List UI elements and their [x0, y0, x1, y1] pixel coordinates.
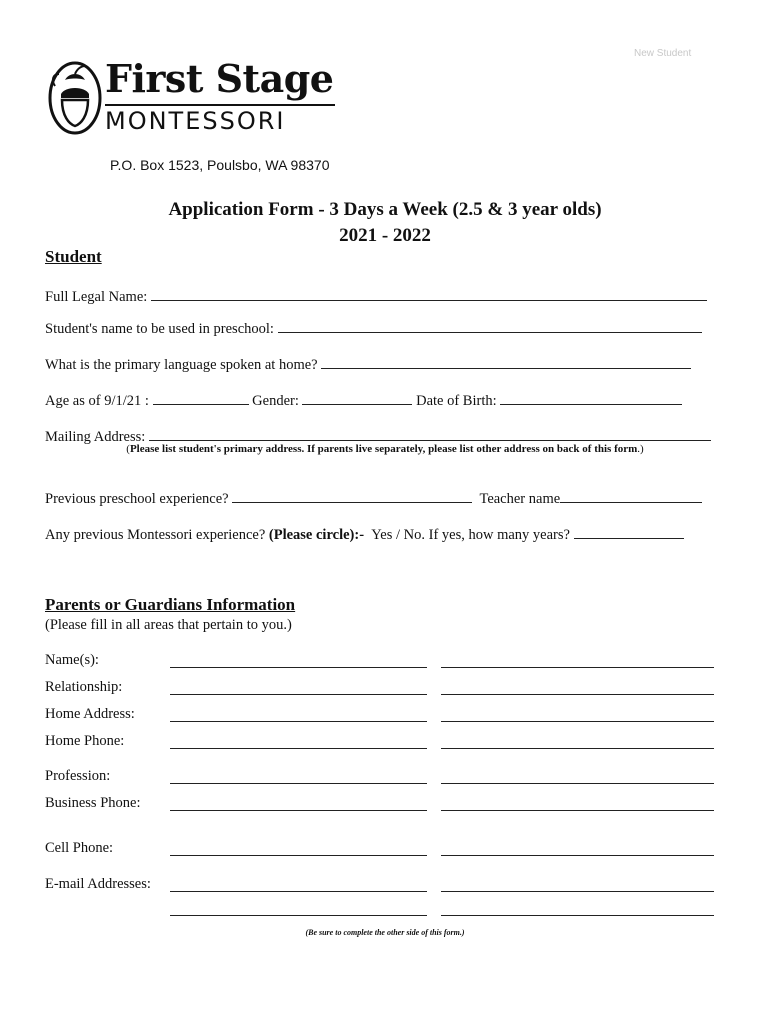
- mailing-address-label: Mailing Address:: [45, 429, 146, 445]
- acorn-emblem-icon: [47, 60, 103, 136]
- parent1-field[interactable]: [170, 783, 427, 784]
- school-year: 2021 - 2022: [339, 225, 431, 246]
- school-logo: [47, 56, 347, 140]
- yes-no-options[interactable]: Yes / No. If yes, how many years?: [371, 527, 570, 543]
- preschool-name-field[interactable]: [278, 318, 702, 333]
- montessori-question: Any previous Montessori experience?: [45, 527, 266, 543]
- montessori-experience-row: [45, 524, 684, 544]
- parent-field-label: Relationship:: [45, 679, 123, 695]
- parent-field-label: Profession:: [45, 768, 111, 784]
- parent2-field[interactable]: [441, 810, 714, 811]
- form-title: Application Form - 3 Days a Week (2.5 & 3 year olds): [168, 199, 602, 220]
- preschool-name-row: [45, 318, 702, 338]
- age-gender-dob-row: [45, 390, 682, 410]
- parent2-field[interactable]: [441, 783, 714, 784]
- dob-field[interactable]: [500, 390, 682, 405]
- parent1-field[interactable]: [170, 855, 427, 856]
- parent2-field[interactable]: [441, 721, 714, 722]
- primary-language-label: What is the primary language spoken at home?: [45, 357, 318, 373]
- parent2-field[interactable]: [441, 748, 714, 749]
- logo-subtitle: MONTESSORI: [105, 107, 286, 135]
- full-legal-name-label: Full Legal Name:: [45, 289, 148, 305]
- parents-subheading: (Please fill in all areas that pertain to you.): [45, 617, 292, 633]
- parents-section-heading: Parents or Guardians Information: [45, 595, 296, 614]
- full-legal-name-row: [45, 286, 707, 306]
- address-note: (Please list student's primary address. If parents live separately, please list other address on back of this form.): [126, 443, 644, 455]
- parent1-field[interactable]: [170, 721, 427, 722]
- teacher-name-label: Teacher name: [479, 491, 561, 507]
- parent1-field[interactable]: [170, 694, 427, 695]
- parent2-field[interactable]: [441, 694, 714, 695]
- new-student-label: New Student: [634, 48, 692, 59]
- parent1-field[interactable]: [170, 891, 427, 892]
- parent1-field[interactable]: [170, 667, 427, 668]
- parent-field-label: Name(s):: [45, 652, 99, 668]
- footer-note: (Be sure to complete the other side of this form.): [305, 928, 465, 937]
- full-legal-name-field[interactable]: [151, 286, 707, 301]
- primary-language-row: [45, 354, 691, 374]
- previous-preschool-row: [45, 488, 702, 508]
- years-field[interactable]: [574, 524, 684, 539]
- parent2-field[interactable]: [441, 891, 714, 892]
- parent1-field[interactable]: [170, 748, 427, 749]
- logo-title: First Stage: [105, 56, 334, 101]
- gender-field[interactable]: [302, 390, 412, 405]
- parent2-field[interactable]: [441, 667, 714, 668]
- parent1-field[interactable]: [170, 810, 427, 811]
- please-circle-label: (Please circle):-: [268, 527, 365, 543]
- primary-language-field[interactable]: [321, 354, 691, 369]
- student-section-heading: Student: [45, 247, 102, 266]
- previous-preschool-field[interactable]: [232, 488, 472, 503]
- parent2-field[interactable]: [441, 855, 714, 856]
- parent2-email-extra-field[interactable]: [441, 915, 714, 916]
- age-field[interactable]: [153, 390, 249, 405]
- parent-field-label: Home Address:: [45, 706, 135, 722]
- parent-field-label: Home Phone:: [45, 733, 125, 749]
- gender-label: Gender:: [252, 393, 299, 409]
- school-address: P.O. Box 1523, Poulsbo, WA 98370: [110, 157, 330, 173]
- teacher-name-field[interactable]: [560, 488, 702, 503]
- mailing-address-field[interactable]: [149, 426, 711, 441]
- logo-divider: [105, 104, 335, 106]
- age-label: Age as of 9/1/21 :: [45, 393, 149, 409]
- parent1-email-extra-field[interactable]: [170, 915, 427, 916]
- preschool-name-label: Student's name to be used in preschool:: [45, 321, 274, 337]
- parent-field-label: Cell Phone:: [45, 840, 114, 856]
- previous-preschool-label: Previous preschool experience?: [45, 491, 229, 507]
- parent-field-label: Business Phone:: [45, 795, 141, 811]
- dob-label: Date of Birth:: [416, 393, 497, 409]
- parent-field-label: E-mail Addresses:: [45, 876, 151, 892]
